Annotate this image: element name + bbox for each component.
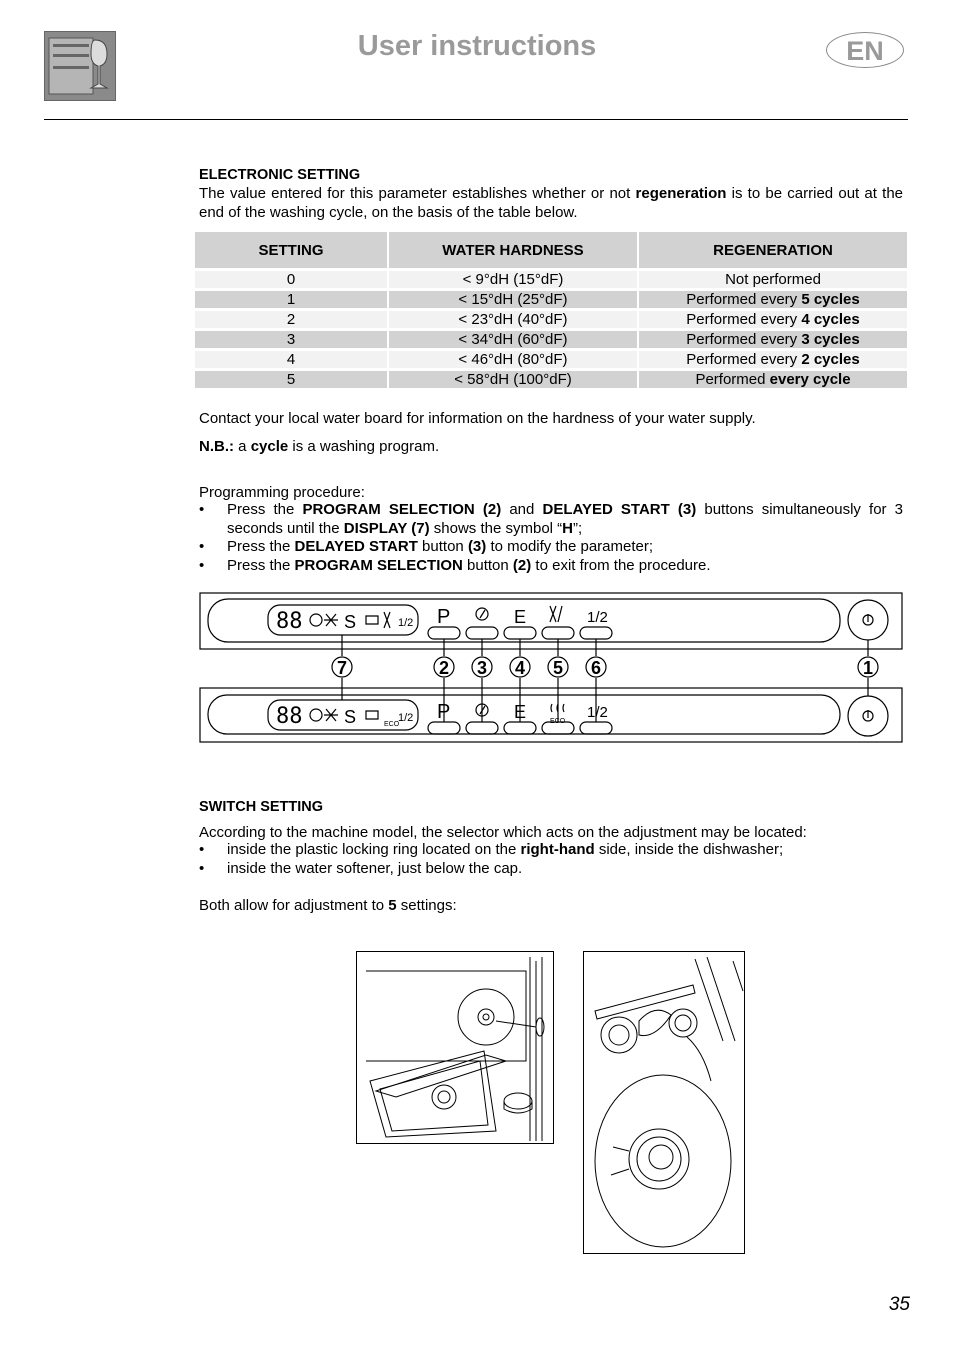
switch-locations xyxy=(199,841,903,878)
col-regeneration: REGENERATION xyxy=(639,232,907,268)
electronic-setting-intro: The value entered for this parameter establishes whether or not regeneration is to be carried out at the end of the washing cycle, on the basis of the table below. xyxy=(199,185,903,221)
callout-1: 1 xyxy=(863,658,874,678)
btn-label-e-bottom: E xyxy=(514,702,527,722)
switch-setting-intro: According to the machine model, the selector which acts on the adjustment may be located: xyxy=(199,824,807,841)
callout-6: 6 xyxy=(591,658,602,678)
programming-steps xyxy=(199,501,903,575)
list-item: • inside the water softener, just below the cap. xyxy=(199,860,903,879)
callout-2: 2 xyxy=(439,658,450,678)
table-row: 5 < 58°dH (100°dF) Performed every cycle xyxy=(195,371,907,388)
display-digits-top: 88 xyxy=(276,609,303,634)
header-divider xyxy=(44,119,908,120)
table-row: 1 < 15°dH (25°dF) Performed every 5 cycles xyxy=(195,291,907,308)
table-row: 4 < 46°dH (80°dF) Performed every 2 cycles xyxy=(195,351,907,368)
table-row: 3 < 34°dH (60°dF) Performed every 3 cycles xyxy=(195,331,907,348)
list-item: • inside the plastic locking ring located on the right-hand side, inside the dishwasher; xyxy=(199,841,903,860)
btn-label-e-top: E xyxy=(514,607,527,627)
svg-text:S: S xyxy=(344,612,357,632)
water-softener-illustration xyxy=(583,951,746,1255)
display-digits-bottom: 88 xyxy=(276,704,303,729)
btn-label-half-top: 1/2 xyxy=(587,609,608,626)
switch-setting-heading: SWITCH SETTING xyxy=(199,799,324,815)
display-eco: ECO xyxy=(384,721,400,728)
list-item: • Press the PROGRAM SELECTION (2) and DELAYED START (3) buttons simultaneously for 3 seconds until the DISPLAY (7) shows the symbol “H”; xyxy=(199,501,903,538)
table-row: 2 < 23°dH (40°dF) Performed every 4 cycles xyxy=(195,311,907,328)
programming-title: Programming procedure: xyxy=(199,484,365,501)
btn-label-p-top: P xyxy=(437,606,451,628)
callout-4: 4 xyxy=(515,658,526,678)
col-setting: SETTING xyxy=(195,232,387,268)
svg-text:S: S xyxy=(344,707,357,727)
col-water-hardness: WATER HARDNESS xyxy=(389,232,637,268)
page-number: 35 xyxy=(888,1294,910,1315)
display-half-top: 1/2 xyxy=(398,617,414,629)
btn-label-half-bottom: 1/2 xyxy=(587,704,608,721)
water-hardness-table xyxy=(193,229,909,391)
callout-5: 5 xyxy=(553,658,564,678)
callout-3: 3 xyxy=(477,658,488,678)
contact-note: Contact your local water board for information on the hardness of your water supply. xyxy=(199,410,756,427)
btn-label-eco: ECO xyxy=(550,718,566,725)
page-title: User instructions xyxy=(357,30,597,62)
electronic-setting-heading: ELECTRONIC SETTING xyxy=(199,167,361,183)
language-badge: EN xyxy=(826,32,904,68)
control-panel-diagram xyxy=(198,592,904,746)
callout-7: 7 xyxy=(337,658,348,678)
btn-label-p-bottom: P xyxy=(437,701,451,723)
dishwasher-interior-illustration xyxy=(356,951,555,1145)
display-half-bottom: 1/2 xyxy=(398,712,414,724)
table-row: 0 < 9°dH (15°dF) Not performed xyxy=(195,271,907,288)
settings-note: Both allow for adjustment to 5 settings: xyxy=(199,897,457,914)
list-item: • Press the PROGRAM SELECTION button (2) to exit from the procedure. xyxy=(199,557,903,576)
list-item: • Press the DELAYED START button (3) to modify the parameter; xyxy=(199,538,903,557)
nb-note: N.B.: a cycle is a washing program. xyxy=(199,438,440,455)
